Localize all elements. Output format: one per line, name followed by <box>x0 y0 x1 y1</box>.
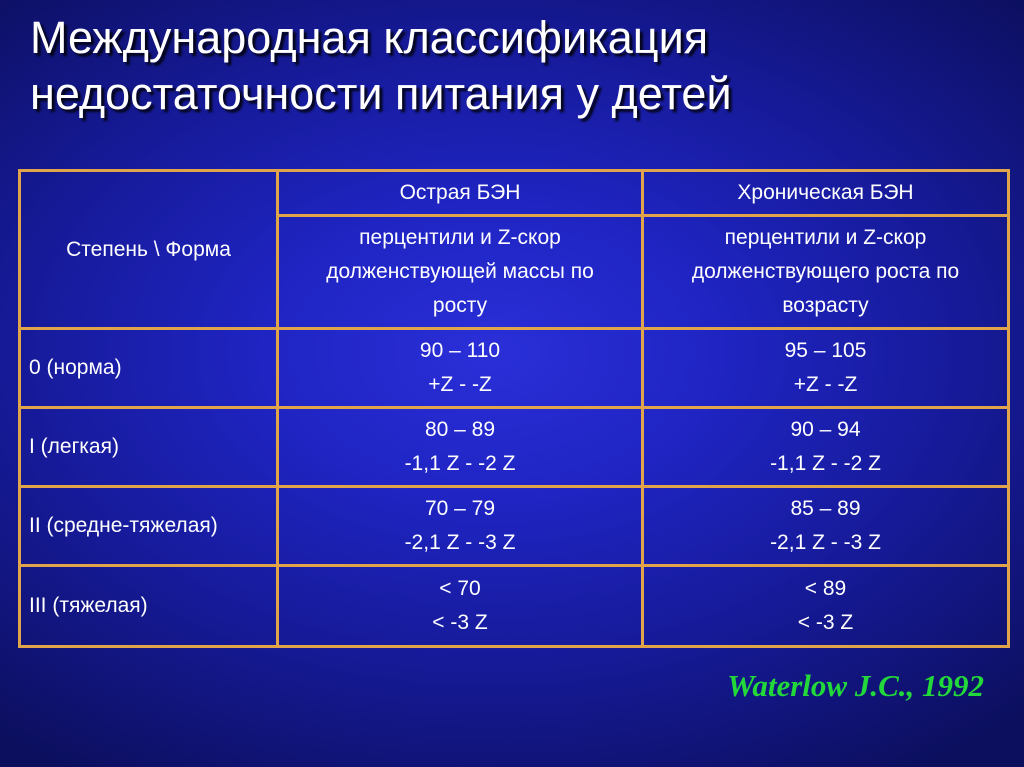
acute-value-cell <box>278 408 643 487</box>
subheader-acute-line: росту <box>432 294 488 317</box>
slide-title <box>30 10 990 122</box>
chronic-percentile-range: 85 – 89 <box>790 497 861 520</box>
column-header-acute <box>278 171 643 216</box>
chronic-z-score-range: +Z - -Z <box>793 373 858 396</box>
chronic-value-cell <box>643 329 1009 408</box>
table-row <box>20 487 1009 566</box>
slide-title-line-1: Международная классификация <box>30 12 709 63</box>
column-header-chronic <box>643 171 1009 216</box>
subheader-acute <box>278 216 643 329</box>
citation: Waterlow J.C., 1992 <box>727 668 984 703</box>
table-row <box>20 329 1009 408</box>
subheader-acute-line: долженствующей массы по <box>326 260 594 283</box>
subheader-chronic <box>643 216 1009 329</box>
column-header-acute-label: Острая БЭН <box>399 181 521 204</box>
degree-cell <box>20 329 278 408</box>
degree-label: I (легкая) <box>29 435 119 458</box>
chronic-value-cell <box>643 566 1009 647</box>
acute-value-cell <box>278 329 643 408</box>
acute-z-score-range: +Z - -Z <box>428 373 492 396</box>
chronic-z-score-range: < -3 Z <box>797 611 854 634</box>
degree-cell <box>20 487 278 566</box>
acute-percentile-range: 70 – 79 <box>424 497 496 520</box>
chronic-percentile-range: 90 – 94 <box>790 418 861 441</box>
acute-percentile-range: < 70 <box>439 577 481 600</box>
degree-label: III (тяжелая) <box>29 594 148 617</box>
chronic-percentile-range: 95 – 105 <box>784 339 867 362</box>
table-row <box>20 408 1009 487</box>
chronic-percentile-range: < 89 <box>804 577 847 600</box>
slide-title-line-2: недостаточности питания у детей <box>30 68 732 119</box>
acute-percentile-range: 80 – 89 <box>424 418 496 441</box>
column-header-chronic-label: Хроническая БЭН <box>737 181 914 204</box>
subheader-acute-line: перцентили и Z-скор <box>359 226 561 249</box>
acute-value-cell <box>278 487 643 566</box>
table-row <box>20 566 1009 647</box>
chronic-z-score-range: -1,1 Z - -2 Z <box>770 452 881 475</box>
degree-label: II (средне-тяжелая) <box>29 514 218 537</box>
acute-value-cell <box>278 566 643 647</box>
table-header-row <box>20 171 1009 216</box>
corner-header-cell <box>20 171 278 329</box>
degree-cell <box>20 408 278 487</box>
acute-percentile-range: 90 – 110 <box>419 339 501 362</box>
corner-label: Степень \ Форма <box>66 237 231 261</box>
chronic-value-cell <box>643 487 1009 566</box>
chronic-z-score-range: -2,1 Z - -3 Z <box>770 531 881 554</box>
acute-z-score-range: -1,1 Z - -2 Z <box>404 452 516 475</box>
acute-z-score-range: < -3 Z <box>432 611 488 634</box>
subheader-chronic-line: долженствующего роста по <box>691 260 960 283</box>
chronic-value-cell <box>643 408 1009 487</box>
degree-cell <box>20 566 278 647</box>
classification-table <box>18 169 1010 648</box>
subheader-chronic-line: перцентили и Z-скор <box>724 226 927 249</box>
acute-z-score-range: -2,1 Z - -3 Z <box>404 531 516 554</box>
subheader-chronic-line: возрасту <box>782 294 869 317</box>
degree-label: 0 (норма) <box>29 356 122 379</box>
